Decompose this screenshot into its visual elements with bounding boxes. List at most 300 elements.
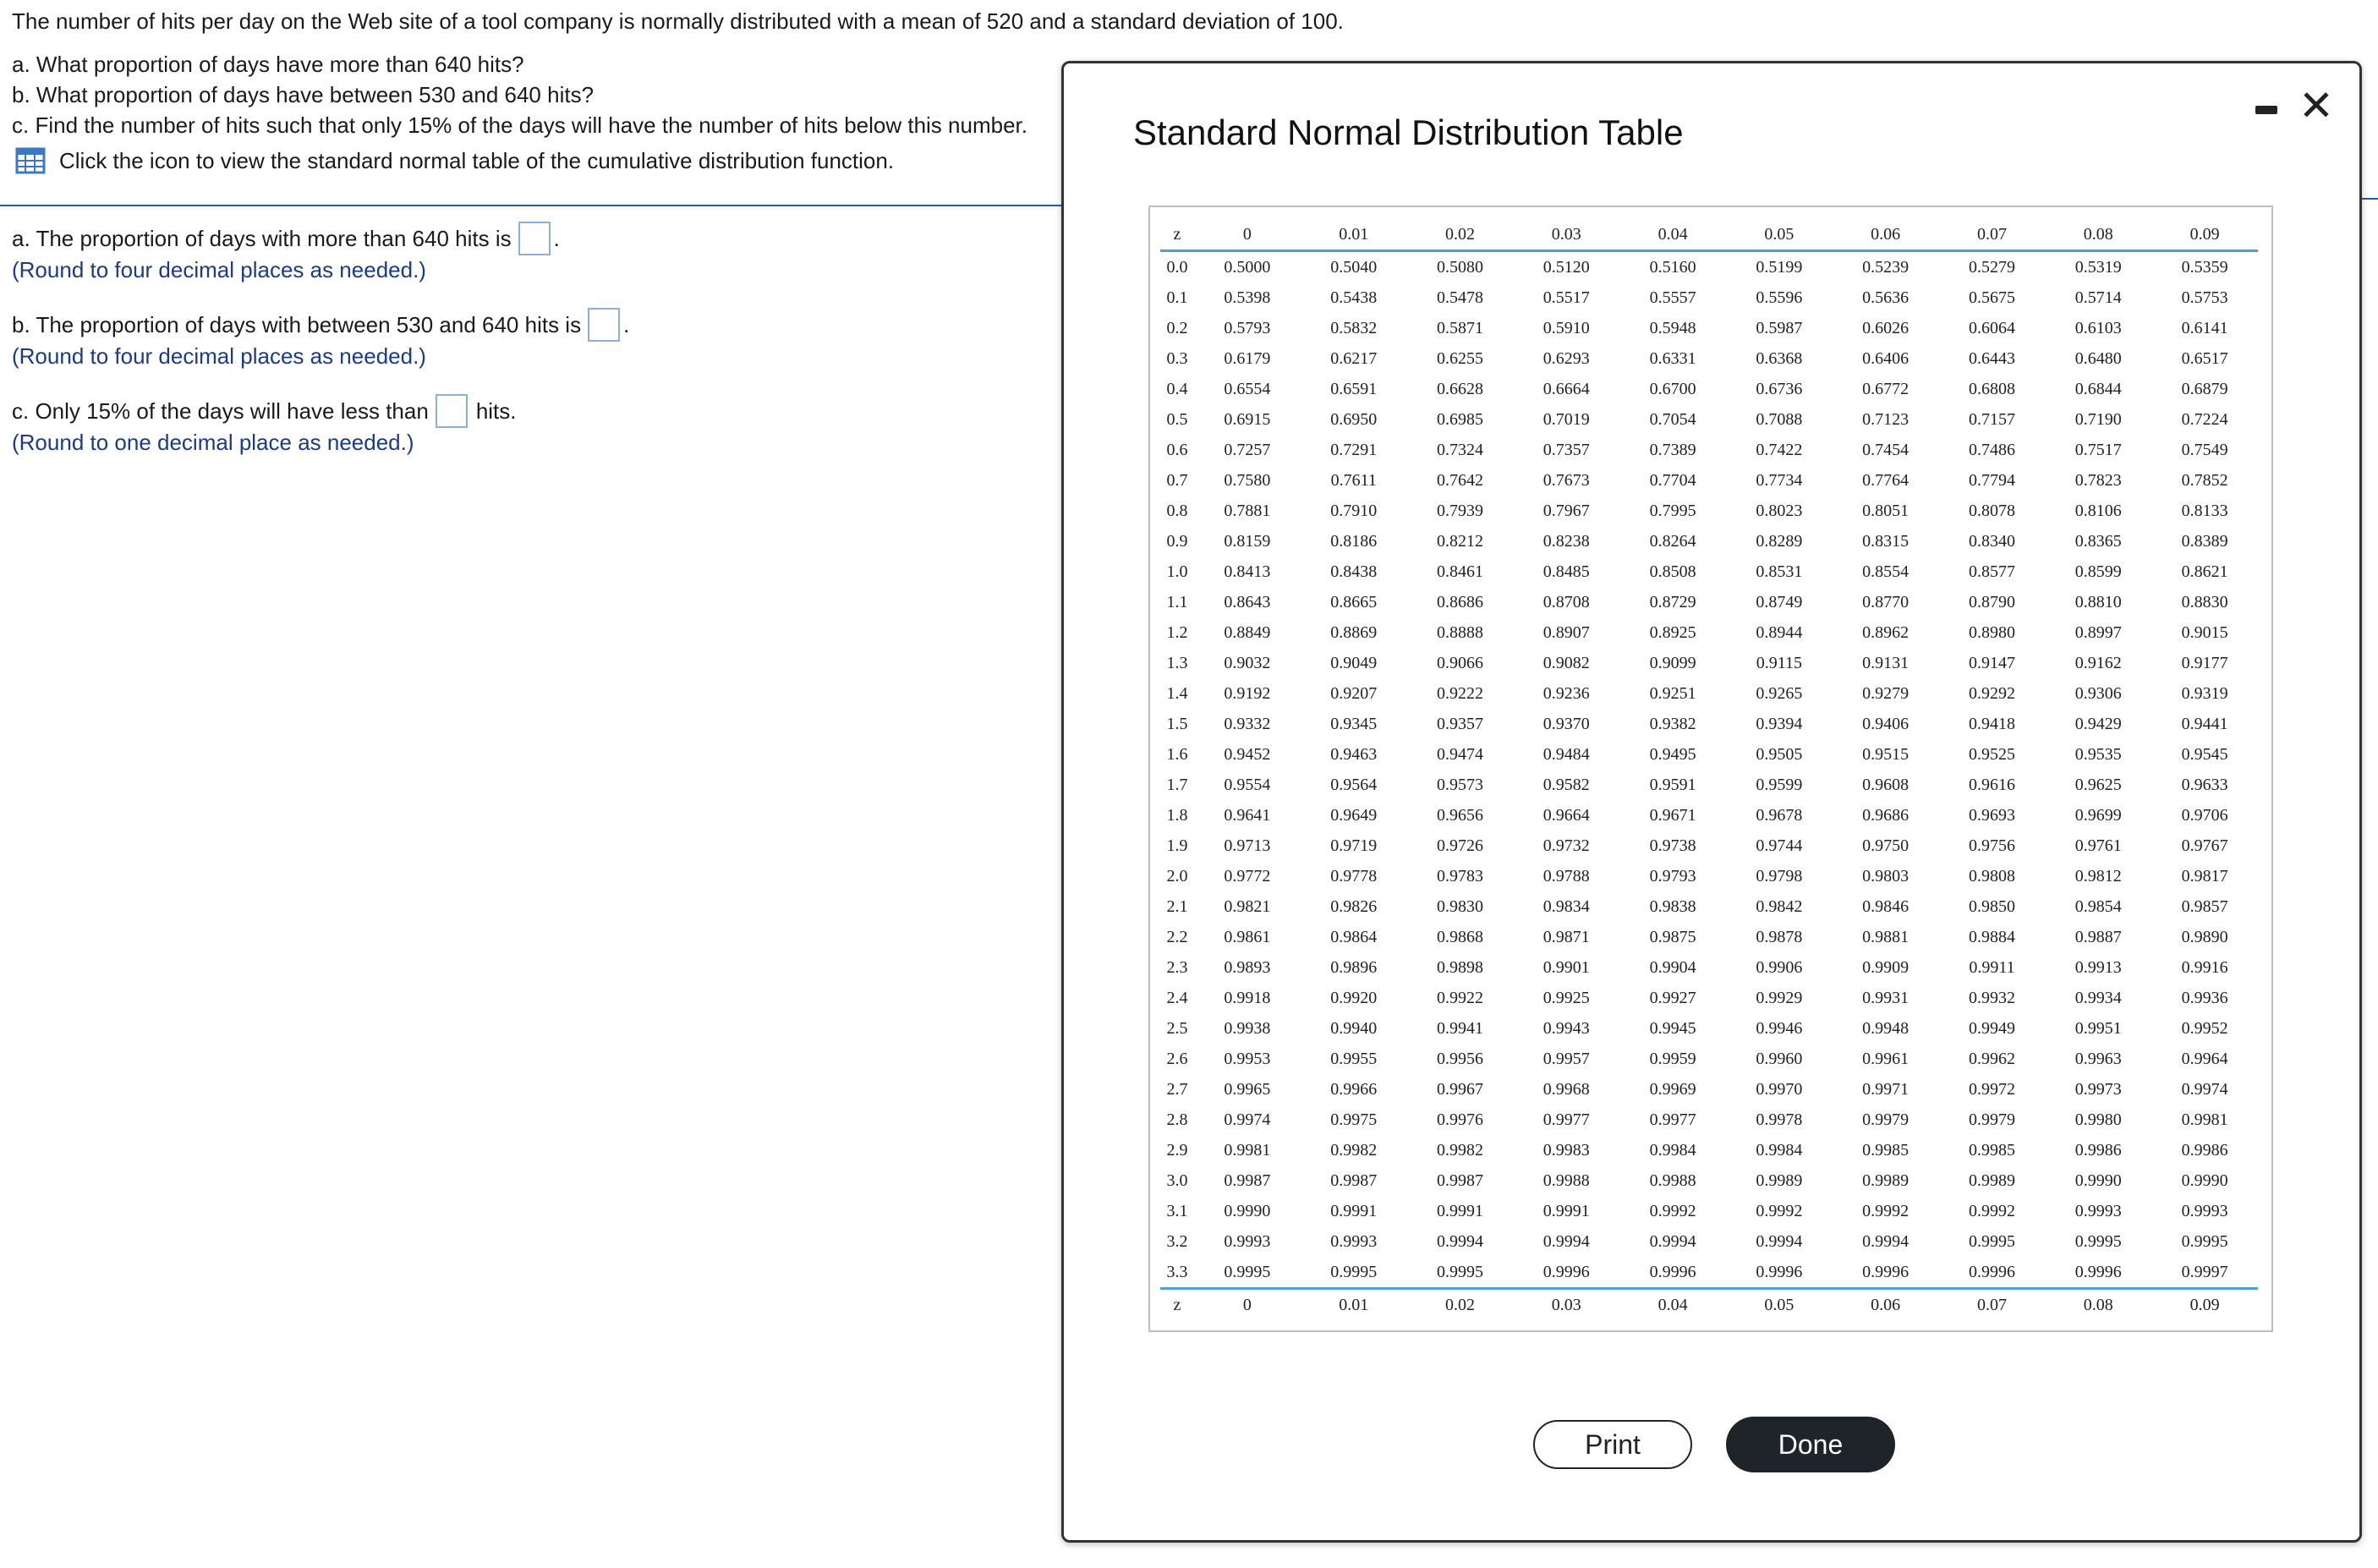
probability-cell: 0.9678 xyxy=(1756,805,1803,825)
table-row xyxy=(1160,1196,2258,1226)
probability-cell: 0.9406 xyxy=(1862,714,1910,733)
probability-cell: 0.9564 xyxy=(1330,775,1378,794)
probability-cell: 0.9861 xyxy=(1224,927,1271,946)
probability-cell: 0.7123 xyxy=(1862,409,1910,429)
probability-cell: 0.9066 xyxy=(1436,653,1483,672)
z-value-cell: 2.6 xyxy=(1166,1049,1188,1068)
probability-cell: 0.9147 xyxy=(1968,653,2015,672)
probability-cell: 0.9222 xyxy=(1436,683,1483,703)
probability-cell: 0.9984 xyxy=(1649,1140,1696,1160)
probability-cell: 0.9922 xyxy=(1436,988,1483,1007)
probability-cell: 0.9927 xyxy=(1649,988,1696,1007)
z-value-cell: 2.7 xyxy=(1166,1079,1188,1099)
probability-cell: 0.9936 xyxy=(2181,988,2228,1007)
probability-cell: 0.9893 xyxy=(1224,957,1271,977)
z-value-cell: 0.9 xyxy=(1166,531,1188,551)
probability-cell: 0.9633 xyxy=(2181,775,2228,794)
probability-cell: 0.6517 xyxy=(2181,348,2228,368)
probability-cell: 0.8729 xyxy=(1649,592,1696,611)
header-cell: 0.02 xyxy=(1444,224,1475,244)
probability-cell: 0.6664 xyxy=(1542,379,1590,398)
probability-cell: 0.9981 xyxy=(2181,1110,2228,1129)
probability-cell: 0.9664 xyxy=(1542,805,1590,825)
probability-cell: 0.9985 xyxy=(1862,1140,1910,1160)
probability-cell: 0.9306 xyxy=(2074,683,2122,703)
probability-cell: 0.9821 xyxy=(1224,896,1271,916)
probability-cell: 0.5478 xyxy=(1436,288,1483,307)
probability-cell: 0.9177 xyxy=(2181,653,2228,672)
probability-cell: 0.9994 xyxy=(1862,1231,1910,1251)
probability-cell: 0.9969 xyxy=(1649,1079,1696,1099)
probability-cell: 0.9686 xyxy=(1862,805,1910,825)
probability-cell: 0.7157 xyxy=(1968,409,2015,429)
table-grid-icon[interactable] xyxy=(15,145,46,176)
z-value-cell: 1.0 xyxy=(1166,562,1188,581)
footer-cell: 0.09 xyxy=(2189,1295,2220,1314)
probability-cell: 0.8365 xyxy=(2074,531,2122,551)
dialog-title: Standard Normal Distribution Table xyxy=(1133,112,1684,152)
probability-cell: 0.7088 xyxy=(1756,409,1803,429)
probability-cell: 0.9778 xyxy=(1330,866,1378,885)
probability-cell: 0.9953 xyxy=(1224,1049,1271,1068)
probability-cell: 0.5398 xyxy=(1224,288,1271,307)
probability-cell: 0.8907 xyxy=(1542,622,1590,642)
table-row xyxy=(1160,739,2258,770)
probability-cell: 0.6293 xyxy=(1542,348,1590,368)
probability-cell: 0.8133 xyxy=(2181,501,2228,520)
answer-a-input[interactable] xyxy=(518,222,551,255)
probability-cell: 0.9909 xyxy=(1862,957,1910,977)
probability-cell: 0.8888 xyxy=(1436,622,1483,642)
probability-cell: 0.9987 xyxy=(1436,1171,1483,1190)
probability-cell: 0.9941 xyxy=(1436,1018,1483,1038)
probability-cell: 0.9857 xyxy=(2181,896,2228,916)
probability-cell: 0.9898 xyxy=(1436,957,1483,977)
probability-cell: 0.7257 xyxy=(1224,440,1271,459)
probability-cell: 0.9515 xyxy=(1862,744,1910,764)
answer-c-hint: (Round to one decimal place as needed.) xyxy=(12,429,414,455)
answer-c-input[interactable] xyxy=(436,394,468,428)
probability-cell: 0.9982 xyxy=(1330,1140,1378,1160)
probability-cell: 0.9732 xyxy=(1542,836,1590,855)
answer-b-label: b. The proportion of days with between 530 and 640 hits is xyxy=(12,311,582,337)
table-row xyxy=(1160,313,2258,343)
probability-cell: 0.8643 xyxy=(1224,592,1271,611)
table-footer-row xyxy=(1160,1289,2258,1321)
header-cell: 0.03 xyxy=(1551,224,1581,244)
probability-cell: 0.9875 xyxy=(1649,927,1696,946)
probability-cell: 0.9990 xyxy=(1224,1201,1271,1220)
probability-cell: 0.9357 xyxy=(1436,714,1483,733)
probability-cell: 0.9878 xyxy=(1756,927,1803,946)
probability-cell: 0.9977 xyxy=(1542,1110,1590,1129)
answer-c-label: c. Only 15% of the days will have less than xyxy=(12,397,429,424)
probability-cell: 0.9995 xyxy=(2181,1231,2228,1251)
probability-cell: 0.8389 xyxy=(2181,531,2228,551)
probability-cell: 0.9713 xyxy=(1224,836,1271,855)
done-button[interactable]: Done xyxy=(1726,1417,1895,1472)
probability-cell: 0.6950 xyxy=(1330,409,1378,429)
probability-cell: 0.8413 xyxy=(1224,562,1271,581)
probability-cell: 0.8944 xyxy=(1756,622,1803,642)
probability-cell: 0.9995 xyxy=(1330,1262,1378,1281)
z-value-cell: 2.2 xyxy=(1166,927,1188,946)
probability-cell: 0.6772 xyxy=(1862,379,1910,398)
probability-cell: 0.9986 xyxy=(2181,1140,2228,1160)
z-value-cell: 3.3 xyxy=(1166,1262,1188,1281)
probability-cell: 0.9990 xyxy=(2074,1171,2122,1190)
probability-cell: 0.9991 xyxy=(1542,1201,1590,1220)
probability-cell: 0.7291 xyxy=(1330,440,1378,459)
probability-cell: 0.9970 xyxy=(1756,1079,1803,1099)
probability-cell: 0.9693 xyxy=(1968,805,2015,825)
probability-cell: 0.9783 xyxy=(1436,866,1483,885)
probability-cell: 0.9641 xyxy=(1224,805,1271,825)
z-value-cell: 1.9 xyxy=(1166,836,1188,855)
z-value-cell: 1.6 xyxy=(1166,744,1188,764)
probability-cell: 0.9525 xyxy=(1968,744,2015,764)
z-value-cell: 0.8 xyxy=(1166,501,1188,520)
probability-cell: 0.9990 xyxy=(2181,1171,2228,1190)
probability-cell: 0.9979 xyxy=(1968,1110,2015,1129)
probability-cell: 0.9463 xyxy=(1330,744,1378,764)
probability-cell: 0.9545 xyxy=(2181,744,2228,764)
table-row xyxy=(1160,983,2258,1013)
probability-cell: 0.5596 xyxy=(1756,288,1803,307)
table-row xyxy=(1160,952,2258,983)
probability-cell: 0.6443 xyxy=(1968,348,2015,368)
probability-cell: 0.9608 xyxy=(1862,775,1910,794)
probability-cell: 0.9756 xyxy=(1968,836,2015,855)
header-cell: 0.09 xyxy=(2189,224,2220,244)
normal-table-dialog xyxy=(1061,61,2362,1543)
probability-cell: 0.7734 xyxy=(1756,470,1803,490)
question-part-a: a. What proportion of days have more than 640 hits? xyxy=(12,52,524,77)
probability-cell: 0.5239 xyxy=(1862,257,1910,277)
probability-cell: 0.9699 xyxy=(2074,805,2122,825)
probability-cell: 0.5199 xyxy=(1756,257,1803,277)
probability-cell: 0.9767 xyxy=(2181,836,2228,855)
probability-cell: 0.8078 xyxy=(1968,501,2015,520)
probability-cell: 0.9995 xyxy=(1436,1262,1483,1281)
probability-cell: 0.9207 xyxy=(1330,683,1378,703)
probability-cell: 0.6915 xyxy=(1224,409,1271,429)
probability-cell: 0.9987 xyxy=(1224,1171,1271,1190)
section-divider xyxy=(0,205,1066,206)
probability-cell: 0.9991 xyxy=(1330,1201,1378,1220)
probability-cell: 0.9842 xyxy=(1756,896,1803,916)
probability-cell: 0.9976 xyxy=(1436,1110,1483,1129)
probability-cell: 0.9830 xyxy=(1436,896,1483,916)
probability-cell: 0.8461 xyxy=(1436,562,1483,581)
header-cell: z xyxy=(1173,224,1181,244)
probability-cell: 0.9983 xyxy=(1542,1140,1590,1160)
z-value-cell: 3.0 xyxy=(1166,1171,1188,1190)
probability-cell: 0.9906 xyxy=(1756,957,1803,977)
probability-cell: 0.9993 xyxy=(2074,1201,2122,1220)
probability-cell: 0.8749 xyxy=(1756,592,1803,611)
probability-cell: 0.9131 xyxy=(1862,653,1910,672)
probability-cell: 0.9793 xyxy=(1649,866,1696,885)
z-value-cell: 1.2 xyxy=(1166,622,1188,642)
z-value-cell: 0.1 xyxy=(1166,288,1188,307)
footer-cell: 0 xyxy=(1242,1295,1252,1314)
probability-cell: 0.9960 xyxy=(1756,1049,1803,1068)
probability-cell: 0.9854 xyxy=(2074,896,2122,916)
probability-cell: 0.9788 xyxy=(1542,866,1590,885)
table-row xyxy=(1160,282,2258,313)
probability-cell: 0.9918 xyxy=(1224,988,1271,1007)
z-value-cell: 2.3 xyxy=(1166,957,1188,977)
probability-cell: 0.8212 xyxy=(1436,531,1483,551)
probability-cell: 0.6406 xyxy=(1862,348,1910,368)
probability-cell: 0.9418 xyxy=(1968,714,2015,733)
table-row xyxy=(1160,496,2258,526)
probability-cell: 0.5438 xyxy=(1330,288,1378,307)
probability-cell: 0.8599 xyxy=(2074,562,2122,581)
probability-cell: 0.9952 xyxy=(2181,1018,2228,1038)
probability-cell: 0.9946 xyxy=(1756,1018,1803,1038)
probability-cell: 0.9916 xyxy=(2181,957,2228,977)
probability-cell: 0.9884 xyxy=(1968,927,2015,946)
probability-cell: 0.9382 xyxy=(1649,714,1696,733)
probability-cell: 0.9744 xyxy=(1756,836,1803,855)
probability-cell: 0.9429 xyxy=(2074,714,2122,733)
probability-cell: 0.6103 xyxy=(2074,318,2122,337)
probability-cell: 0.9251 xyxy=(1649,683,1696,703)
header-cell: 0.04 xyxy=(1657,224,1688,244)
probability-cell: 0.9599 xyxy=(1756,775,1803,794)
probability-cell: 0.7054 xyxy=(1649,409,1696,429)
probability-cell: 0.9982 xyxy=(1436,1140,1483,1160)
probability-cell: 0.8508 xyxy=(1649,562,1696,581)
probability-cell: 0.9015 xyxy=(2181,622,2228,642)
probability-cell: 0.7764 xyxy=(1862,470,1910,490)
z-value-cell: 1.8 xyxy=(1166,805,1188,825)
probability-cell: 0.8621 xyxy=(2181,562,2228,581)
print-button[interactable]: Print xyxy=(1533,1420,1692,1469)
question-part-b: b. What proportion of days have between 530 and 640 hits? xyxy=(12,82,594,107)
probability-cell: 0.9943 xyxy=(1542,1018,1590,1038)
probability-cell: 0.9989 xyxy=(1968,1171,2015,1190)
probability-cell: 0.6217 xyxy=(1330,348,1378,368)
probability-cell: 0.6064 xyxy=(1968,318,2015,337)
z-value-cell: 1.7 xyxy=(1166,775,1188,794)
table-row xyxy=(1160,922,2258,952)
probability-cell: 0.9082 xyxy=(1542,653,1590,672)
probability-cell: 0.8264 xyxy=(1649,531,1696,551)
probability-cell: 0.6368 xyxy=(1756,348,1803,368)
probability-cell: 0.8962 xyxy=(1862,622,1910,642)
probability-cell: 0.6628 xyxy=(1436,379,1483,398)
table-link[interactable] xyxy=(15,145,894,176)
probability-cell: 0.5832 xyxy=(1330,318,1378,337)
probability-cell: 0.9955 xyxy=(1330,1049,1378,1068)
probability-cell: 0.7549 xyxy=(2181,440,2228,459)
probability-cell: 0.6179 xyxy=(1224,348,1271,368)
probability-cell: 0.9992 xyxy=(1968,1201,2015,1220)
z-value-cell: 0.2 xyxy=(1166,318,1188,337)
probability-cell: 0.9115 xyxy=(1756,653,1803,672)
probability-cell: 0.9761 xyxy=(2074,836,2122,855)
answer-c xyxy=(12,394,517,457)
probability-cell: 0.8830 xyxy=(2181,592,2228,611)
z-value-cell: 2.4 xyxy=(1166,988,1188,1007)
probability-cell: 0.9984 xyxy=(1756,1140,1803,1160)
probability-cell: 0.9951 xyxy=(2074,1018,2122,1038)
probability-cell: 0.8289 xyxy=(1756,531,1803,551)
probability-cell: 0.9495 xyxy=(1649,744,1696,764)
probability-cell: 0.5120 xyxy=(1542,257,1590,277)
probability-cell: 0.9505 xyxy=(1756,744,1803,764)
table-row xyxy=(1160,343,2258,374)
table-row xyxy=(1160,1105,2258,1135)
answer-b-suffix: . xyxy=(623,311,630,337)
probability-cell: 0.7910 xyxy=(1330,501,1378,520)
footer-cell: 0.02 xyxy=(1444,1295,1475,1314)
z-value-cell: 3.2 xyxy=(1166,1231,1188,1251)
probability-cell: 0.9484 xyxy=(1542,744,1590,764)
probability-cell: 0.8790 xyxy=(1968,592,2015,611)
probability-cell: 0.9591 xyxy=(1649,775,1696,794)
probability-cell: 0.9996 xyxy=(1542,1262,1590,1281)
probability-cell: 0.9945 xyxy=(1649,1018,1696,1038)
probability-cell: 0.5080 xyxy=(1436,257,1483,277)
probability-cell: 0.5040 xyxy=(1330,257,1378,277)
probability-cell: 0.9292 xyxy=(1968,683,2015,703)
footer-cell: 0.05 xyxy=(1764,1295,1794,1314)
probability-cell: 0.9896 xyxy=(1330,957,1378,977)
probability-cell: 0.9992 xyxy=(1756,1201,1803,1220)
probability-cell: 0.9994 xyxy=(1756,1231,1803,1251)
probability-cell: 0.9994 xyxy=(1542,1231,1590,1251)
probability-cell: 0.9925 xyxy=(1542,988,1590,1007)
probability-cell: 0.5517 xyxy=(1542,288,1590,307)
probability-cell: 0.9994 xyxy=(1649,1231,1696,1251)
probability-cell: 0.9850 xyxy=(1968,896,2015,916)
probability-cell: 0.9957 xyxy=(1542,1049,1590,1068)
answer-c-suffix: hits. xyxy=(475,397,517,424)
z-value-cell: 1.5 xyxy=(1166,714,1188,733)
probability-cell: 0.6480 xyxy=(2074,348,2122,368)
question-intro: The number of hits per day on the Web site of a tool company is normally distributed with a mean of 520 and a standard deviation of 100. xyxy=(12,8,1344,34)
answer-a-suffix: . xyxy=(553,225,560,251)
answer-b xyxy=(12,308,629,370)
probability-cell: 0.9931 xyxy=(1862,988,1910,1007)
z-value-cell: 0.4 xyxy=(1166,379,1188,398)
probability-cell: 0.5793 xyxy=(1224,318,1271,337)
probability-cell: 0.9966 xyxy=(1330,1079,1378,1099)
close-button[interactable]: ✕ xyxy=(2299,82,2334,129)
probability-cell: 0.5753 xyxy=(2181,288,2228,307)
z-value-cell: 2.5 xyxy=(1166,1018,1188,1038)
probability-cell: 0.9706 xyxy=(2181,805,2228,825)
table-body xyxy=(1160,251,2258,1289)
probability-cell: 0.9963 xyxy=(2074,1049,2122,1068)
probability-cell: 0.9192 xyxy=(1224,683,1271,703)
probability-cell: 0.9803 xyxy=(1862,866,1910,885)
probability-cell: 0.9535 xyxy=(2074,744,2122,764)
probability-cell: 0.9913 xyxy=(2074,957,2122,977)
probability-cell: 0.5359 xyxy=(2181,257,2228,277)
probability-cell: 0.9236 xyxy=(1542,683,1590,703)
header-cell: 0.08 xyxy=(2083,224,2113,244)
probability-cell: 0.9911 xyxy=(1969,957,2015,977)
table-row xyxy=(1160,526,2258,556)
probability-cell: 0.7852 xyxy=(2181,470,2228,490)
probability-cell: 0.9996 xyxy=(1756,1262,1803,1281)
probability-cell: 0.7823 xyxy=(2074,470,2122,490)
probability-cell: 0.9904 xyxy=(1649,957,1696,977)
probability-cell: 0.9881 xyxy=(1862,927,1910,946)
probability-cell: 0.9871 xyxy=(1542,927,1590,946)
probability-cell: 0.9554 xyxy=(1224,775,1271,794)
probability-cell: 0.5714 xyxy=(2074,288,2122,307)
probability-cell: 0.8186 xyxy=(1330,531,1378,551)
table-row xyxy=(1160,1226,2258,1257)
header-cell: 0.07 xyxy=(1976,224,2007,244)
probability-cell: 0.5319 xyxy=(2074,257,2122,277)
probability-cell: 0.9968 xyxy=(1542,1079,1590,1099)
probability-cell: 0.5871 xyxy=(1436,318,1483,337)
probability-cell: 0.9962 xyxy=(1968,1049,2015,1068)
probability-cell: 0.9934 xyxy=(2074,988,2122,1007)
probability-cell: 0.9812 xyxy=(2074,866,2122,885)
probability-cell: 0.5557 xyxy=(1649,288,1696,307)
answer-b-input[interactable] xyxy=(588,308,620,342)
probability-cell: 0.9961 xyxy=(1862,1049,1910,1068)
probability-cell: 0.9967 xyxy=(1436,1079,1483,1099)
probability-cell: 0.9996 xyxy=(1649,1262,1696,1281)
z-value-cell: 1.4 xyxy=(1166,683,1188,703)
table-row xyxy=(1160,587,2258,617)
probability-cell: 0.9441 xyxy=(2181,714,2228,733)
probability-cell: 0.9959 xyxy=(1649,1049,1696,1068)
table-row xyxy=(1160,1257,2258,1289)
probability-cell: 0.8485 xyxy=(1542,562,1590,581)
probability-cell: 0.5279 xyxy=(1968,257,2015,277)
table-row xyxy=(1160,435,2258,465)
z-value-cell: 0.7 xyxy=(1166,470,1188,490)
probability-cell: 0.5948 xyxy=(1649,318,1696,337)
table-row xyxy=(1160,1074,2258,1105)
probability-cell: 0.9826 xyxy=(1330,896,1378,916)
probability-cell: 0.9964 xyxy=(2181,1049,2228,1068)
probability-cell: 0.9981 xyxy=(1224,1140,1271,1160)
table-row xyxy=(1160,556,2258,587)
probability-cell: 0.5675 xyxy=(1968,288,2015,307)
probability-cell: 0.7324 xyxy=(1436,440,1483,459)
probability-cell: 0.9974 xyxy=(1224,1110,1271,1129)
probability-cell: 0.5910 xyxy=(1542,318,1590,337)
probability-cell: 0.9975 xyxy=(1330,1110,1378,1129)
table-row xyxy=(1160,374,2258,404)
probability-cell: 0.9671 xyxy=(1649,805,1696,825)
probability-cell: 0.9099 xyxy=(1649,653,1696,672)
probability-cell: 0.9948 xyxy=(1862,1018,1910,1038)
probability-cell: 0.7486 xyxy=(1968,440,2015,459)
probability-cell: 0.6141 xyxy=(2181,318,2228,337)
probability-cell: 0.9993 xyxy=(1224,1231,1271,1251)
probability-cell: 0.9319 xyxy=(2181,683,2228,703)
probability-cell: 0.9985 xyxy=(1968,1140,2015,1160)
probability-cell: 0.9995 xyxy=(1224,1262,1271,1281)
probability-cell: 0.5000 xyxy=(1224,257,1271,277)
probability-cell: 0.9977 xyxy=(1649,1110,1696,1129)
z-value-cell: 3.1 xyxy=(1166,1201,1188,1220)
minimize-button[interactable] xyxy=(2255,106,2277,114)
probability-cell: 0.9956 xyxy=(1436,1049,1483,1068)
